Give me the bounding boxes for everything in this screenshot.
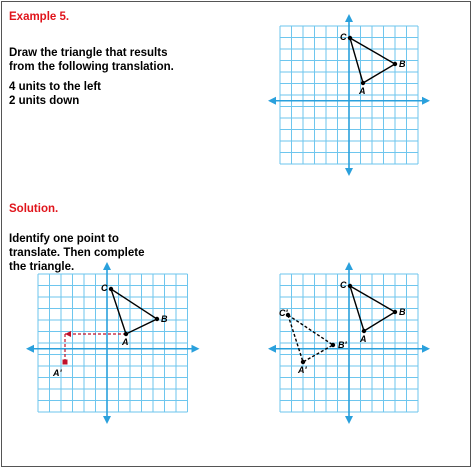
step-graph-label-c: C: [101, 283, 108, 293]
result-graph-label-b-prime: B': [338, 340, 347, 350]
step-graph-point-a: [124, 332, 128, 336]
result-graph-point-a: [362, 329, 366, 333]
solution-instruction: Identify one point to translate. Then complete the triangle.: [9, 233, 145, 273]
result-graph-label-a-prime: A': [298, 365, 307, 375]
result-graph-point-c: [348, 284, 352, 288]
step-graph-label-a: A: [122, 337, 129, 347]
example-graph-x-arrow-right: [422, 97, 430, 105]
result-graph-label-c: C: [340, 280, 347, 290]
result-graph-point-b-prime: [331, 343, 335, 347]
example-graph-y-arrow-up: [345, 14, 353, 22]
result-graph-label-a: A: [360, 334, 367, 344]
example-instruction: Draw the triangle that results from the following translation.: [9, 47, 174, 73]
result-graph-y-arrow-down: [345, 416, 353, 424]
step-graph-x-arrow-left: [26, 345, 34, 353]
example-graph-x-arrow-left: [268, 97, 276, 105]
result-graph-y-arrow-up: [345, 262, 353, 270]
step-graph-label-b: B: [161, 314, 168, 324]
solution-heading: Solution.: [9, 203, 59, 215]
example-translation: 4 units to the left 2 units down: [9, 81, 101, 107]
result-graph-x-arrow-left: [268, 345, 276, 353]
step-graph-x-arrow-right: [192, 345, 200, 353]
example-heading: Example 5.: [9, 11, 70, 23]
example-graph-point-b: [393, 62, 397, 66]
step-graph-y-arrow-down: [103, 416, 111, 424]
example-graph-label-c: C: [340, 32, 347, 42]
example-graph-label-b: B: [399, 59, 406, 69]
result-graph-point-a-prime: [301, 360, 305, 364]
result-graph-x-arrow-right: [422, 345, 430, 353]
step-graph-label-a-prime: A': [53, 368, 62, 378]
example-graph-point-c: [348, 36, 352, 40]
result-graph-point-b: [393, 310, 397, 314]
result-graph-label-c-prime: C': [279, 308, 288, 318]
example-graph-label-a: A: [359, 86, 366, 96]
step-graph-y-arrow-up: [103, 262, 111, 270]
step-graph-point-a-prime: [63, 360, 68, 365]
example-graph-point-a: [361, 81, 365, 85]
step-graph-point-b: [155, 317, 159, 321]
example-graph-y-arrow-down: [345, 168, 353, 176]
step-graph-point-c: [109, 287, 113, 291]
step-graph-triangle: [111, 289, 157, 334]
result-graph-label-b: B: [399, 307, 406, 317]
